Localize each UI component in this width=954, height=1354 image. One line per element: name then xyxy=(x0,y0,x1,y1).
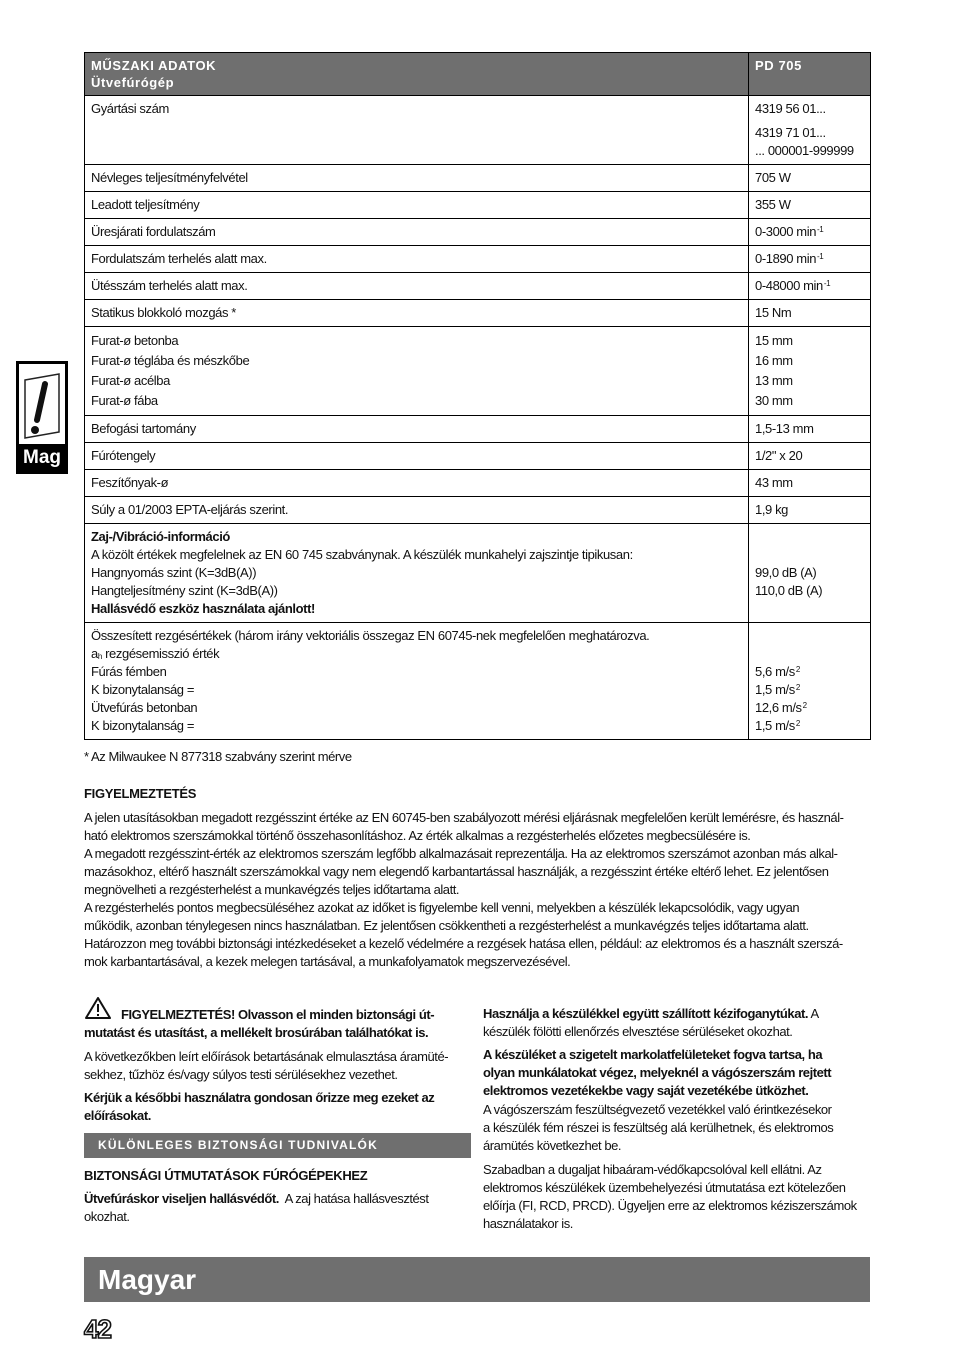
row-label: Fúrótengely xyxy=(85,443,749,470)
drill-value: 13 mm xyxy=(755,373,793,388)
plain-text: A zaj hatása hallásvesztést xyxy=(284,1191,429,1206)
row-label: Leadott teljesítmény xyxy=(85,192,749,219)
row-label: Súly a 01/2003 EPTA-eljárás szerint. xyxy=(85,497,749,524)
text-line: előírásokat. xyxy=(84,1108,151,1123)
plain-text: A xyxy=(810,1006,819,1021)
serial-2: 4319 71 01... xyxy=(755,125,826,140)
value-text: 0-3000 min xyxy=(755,224,817,239)
row-label: Gyártási szám xyxy=(85,96,749,165)
row-label: Feszítőnyak-ø xyxy=(85,470,749,497)
row-label xyxy=(85,327,749,416)
superscript: -1 xyxy=(817,252,824,261)
page-number: 42 xyxy=(84,1314,111,1344)
row-value xyxy=(749,246,871,273)
footnote: * Az Milwaukee N 877318 szabvány szerint mérve xyxy=(84,749,352,764)
text-line: a készülék fém részei is feszültség alá kerülhetnek, és elektromos xyxy=(483,1120,834,1135)
alert-line: FIGYELMEZTETÉS! Olvasson el minden biztonsági út- xyxy=(121,1007,435,1022)
text-line: áramütés következhet be. xyxy=(483,1138,622,1153)
drill-label: Furat-ø betonba xyxy=(91,333,179,348)
drill-value: 15 mm xyxy=(755,333,793,348)
row-value: 1,9 kg xyxy=(749,497,871,524)
row-value xyxy=(749,327,871,416)
table-row xyxy=(85,192,871,219)
noise-row xyxy=(85,524,871,623)
table-row xyxy=(85,470,871,497)
technical-data-table xyxy=(84,52,871,740)
k2-label: K bizonytalanság = xyxy=(91,718,195,733)
header-line-1: MŰSZAKI ADATOK xyxy=(91,58,217,73)
superscript: -1 xyxy=(823,279,831,288)
superscript: 2 xyxy=(795,665,800,674)
side-tab-label: Mag xyxy=(23,447,61,468)
noise-pressure-value: 99,0 dB (A) xyxy=(755,565,817,580)
text-line: A készüléket a szigetelt markolatfelületeket fogva tartsa, ha xyxy=(483,1047,823,1062)
text-line: olyan munkálatokat végez, melyeknél a vágószerszám rejtett xyxy=(483,1065,832,1080)
a-label: rezgésemisszió érték xyxy=(105,646,220,661)
text-line: Szabadban a dugaljat hibaáram-védőkapcsolóval kell ellátni. Az xyxy=(483,1162,822,1177)
metal-label: Fúrás fémben xyxy=(91,664,167,679)
text-line: használatakor is. xyxy=(483,1216,573,1231)
k1-value xyxy=(755,681,864,699)
row-value: 15 Nm xyxy=(749,300,871,327)
drill-value: 16 mm xyxy=(755,353,793,368)
serial-1: 4319 56 01... xyxy=(755,101,826,116)
superscript: 2 xyxy=(795,719,800,728)
footer-language-title: Magyar xyxy=(98,1264,197,1295)
row-value: 355 W xyxy=(749,192,871,219)
text-line: előírja (FI, RCD, PRCD). Ügyeljen erre az elektromos kéziszerszámok xyxy=(483,1198,857,1213)
serial-range: ... 000001-999999 xyxy=(755,143,854,158)
row-label: Statikus blokkoló mozgás * xyxy=(85,300,749,327)
right-paragraph-1 xyxy=(483,1005,819,1041)
text-line: Kérjük a későbbi használatra gondosan őrizze meg ezeket az xyxy=(84,1090,435,1105)
text-line: A következőkben leírt előírások betartásának elmulasztása áramüté- xyxy=(84,1049,449,1064)
table-row xyxy=(85,497,871,524)
warning-line: A rezgésterhelés pontos megbecsüléséhez azokat az időket is figyelembe kell venni, melyekben a készülék lekapcsolódik, vagy ugyan xyxy=(84,900,800,915)
row-label: Fordulatszám terhelés alatt max. xyxy=(85,246,749,273)
vibration-intro: Összesített rezgésértékek (három irány vektoriális összegaz EN 60745-nek megfelelően meghatározva. xyxy=(91,628,650,643)
table-row xyxy=(85,165,871,192)
warning-title: FIGYELMEZTETÉS xyxy=(84,786,197,801)
warning-line: A megadott rezgésszint-érték az elektromos szerszám legfőbb alkalmazásait reprezentálja. Ha az elektromos szerszámot azonban más alkal- xyxy=(84,846,838,861)
table-row xyxy=(85,246,871,273)
text-line: sekhez, tűzhöz és/vagy súlyos testi sérülésekhez vezethet. xyxy=(84,1067,398,1082)
text-line xyxy=(483,1005,819,1023)
value-text: 1,5 m/s xyxy=(755,682,795,697)
alert-line: mutatást és utasítást, a mellékelt brosúrában találhatókat is. xyxy=(84,1025,429,1040)
vibration-values xyxy=(749,623,871,740)
row-value xyxy=(749,96,871,165)
row-label: Ütésszám terhelés alatt max. xyxy=(85,273,749,300)
metal-value xyxy=(755,663,864,681)
right-paragraph-4 xyxy=(483,1161,857,1233)
table-row xyxy=(85,416,871,443)
warning-text xyxy=(84,809,874,971)
warning-line: ható elektromos szerszámokkal történő összehasonlításhoz. Az érték alkalmas a rezgésterhelés előzetes megbecsülésére is. xyxy=(84,828,751,843)
warning-exclamation-icon xyxy=(19,364,65,444)
warning-line: mazásokhoz, eltérő használt szerszámokkal vagy nem elegendő karbantartással használják, a rezgésszint értéke eltérő lehet. Ez jelentősen xyxy=(84,864,829,879)
value-text: 0-48000 min xyxy=(755,278,823,293)
section-heading-bar: KÜLÖNLEGES BIZTONSÁGI TUDNIVALÓK xyxy=(84,1133,471,1158)
a-subscript: h xyxy=(97,652,102,661)
drill-label: Furat-ø fába xyxy=(91,393,158,408)
drill-label: Furat-ø acélba xyxy=(91,373,170,388)
concrete-value xyxy=(755,699,864,717)
left-paragraph-3 xyxy=(84,1190,429,1226)
a-symbol: a xyxy=(91,646,98,661)
noise-pressure-label: Hangnyomás szint (K=3dB(A)) xyxy=(91,565,257,580)
left-paragraph-2 xyxy=(84,1089,434,1125)
text-line: készülék fölötti ellenőrzés elvesztése sérüléseket okozhat. xyxy=(483,1024,793,1039)
warning-line: működik, azonban ténylegesen nincs használatban. Ez jelentősen csökkentheti a rezgésterhelést a munkavégzés teljes időtartama alatt. xyxy=(84,918,809,933)
row-value: 1,5-13 mm xyxy=(749,416,871,443)
row-value: 43 mm xyxy=(749,470,871,497)
right-paragraph-3 xyxy=(483,1101,833,1155)
row-value: 1/2" x 20 xyxy=(749,443,871,470)
vibration-ah-line xyxy=(91,645,742,663)
row-value xyxy=(749,273,871,300)
table-header-title xyxy=(85,53,749,96)
noise-title: Zaj-/Vibráció-információ xyxy=(91,529,230,544)
table-row xyxy=(85,96,871,165)
text-line: elektromos készülékek üzembehelyezési útmutatása ezt kötelezően xyxy=(483,1180,846,1195)
warning-line: megnövelheti a rezgésterhelést a munkavégzés teljes időtartama alatt. xyxy=(84,882,460,897)
language-side-tab xyxy=(16,361,68,474)
table-row xyxy=(85,327,871,416)
k2-value xyxy=(755,717,864,735)
row-label: Befogási tartomány xyxy=(85,416,749,443)
text-line: elektromos vezetékekbe vagy saját vezetékébe ütközhet. xyxy=(483,1083,809,1098)
noise-power-label: Hangteljesítmény szint (K=3dB(A)) xyxy=(91,583,278,598)
text-line: A vágószerszám feszültségvezető vezetékkel való érintkezésekor xyxy=(483,1102,832,1117)
concrete-label: Ütvefúrás betonban xyxy=(91,700,198,715)
header-line-2: Ütvefúrógép xyxy=(91,75,175,90)
noise-intro: A közölt értékek megfelelnek az EN 60 745 szabványnak. A készülék munkahelyi zajszintje tipikusan: xyxy=(91,547,633,562)
model-header: PD 705 xyxy=(749,53,871,96)
safety-alert xyxy=(84,1006,484,1042)
value-text: 12,6 m/s xyxy=(755,700,802,715)
vibration-info xyxy=(85,623,749,740)
table-header-row xyxy=(85,53,871,96)
superscript: -1 xyxy=(817,225,824,234)
warning-line: mok karbantartásával, a kezek melegen tartásával, a munkafolyamatok megszervezésével. xyxy=(84,954,571,969)
table-row xyxy=(85,443,871,470)
table-row xyxy=(85,300,871,327)
row-value xyxy=(749,219,871,246)
language-footer-bar xyxy=(84,1257,870,1302)
row-label: Üresjárati fordulatszám xyxy=(85,219,749,246)
value-text: 0-1890 min xyxy=(755,251,817,266)
table-row xyxy=(85,219,871,246)
value-text: 5,6 m/s xyxy=(755,664,795,679)
row-label: Névleges teljesítményfelvétel xyxy=(85,165,749,192)
drill-value: 30 mm xyxy=(755,393,793,408)
superscript: 2 xyxy=(795,683,800,692)
k1-label: K bizonytalanság = xyxy=(91,682,195,697)
table-row xyxy=(85,273,871,300)
vibration-row xyxy=(85,623,871,740)
warning-line: A jelen utasításokban megadott rezgésszint értéke az EN 60745-ben szabályozott mérési eljárásnak megfelelően került lemérésre, és használ- xyxy=(84,810,844,825)
left-paragraph-1 xyxy=(84,1048,448,1084)
noise-values xyxy=(749,524,871,623)
right-paragraph-2 xyxy=(483,1046,831,1100)
noise-power-value: 110,0 dB (A) xyxy=(755,583,823,598)
warning-line: Határozzon meg további biztonsági intézkedéseket a kezelő védelmére a rezgések hatása ellen, például: az elektromos és a használt szerszá- xyxy=(84,936,843,951)
bold-text: Használja a készülékkel együtt szállított kézifoganytúkat. xyxy=(483,1006,809,1021)
noise-advice: Hallásvédő eszköz használata ajánlott! xyxy=(91,601,315,616)
superscript: 2 xyxy=(802,701,807,710)
bold-text: Ütvefúráskor viseljen hallásvédőt. xyxy=(84,1191,279,1206)
value-text: 1,5 m/s xyxy=(755,718,795,733)
subheading: BIZTONSÁGI ÚTMUTATÁSOK FÚRÓGÉPEKHEZ xyxy=(84,1168,368,1183)
row-value: 705 W xyxy=(749,165,871,192)
drill-label: Furat-ø téglába és mészkőbe xyxy=(91,353,250,368)
text-line: okozhat. xyxy=(84,1209,130,1224)
text-line xyxy=(84,1190,429,1208)
noise-info xyxy=(85,524,749,623)
